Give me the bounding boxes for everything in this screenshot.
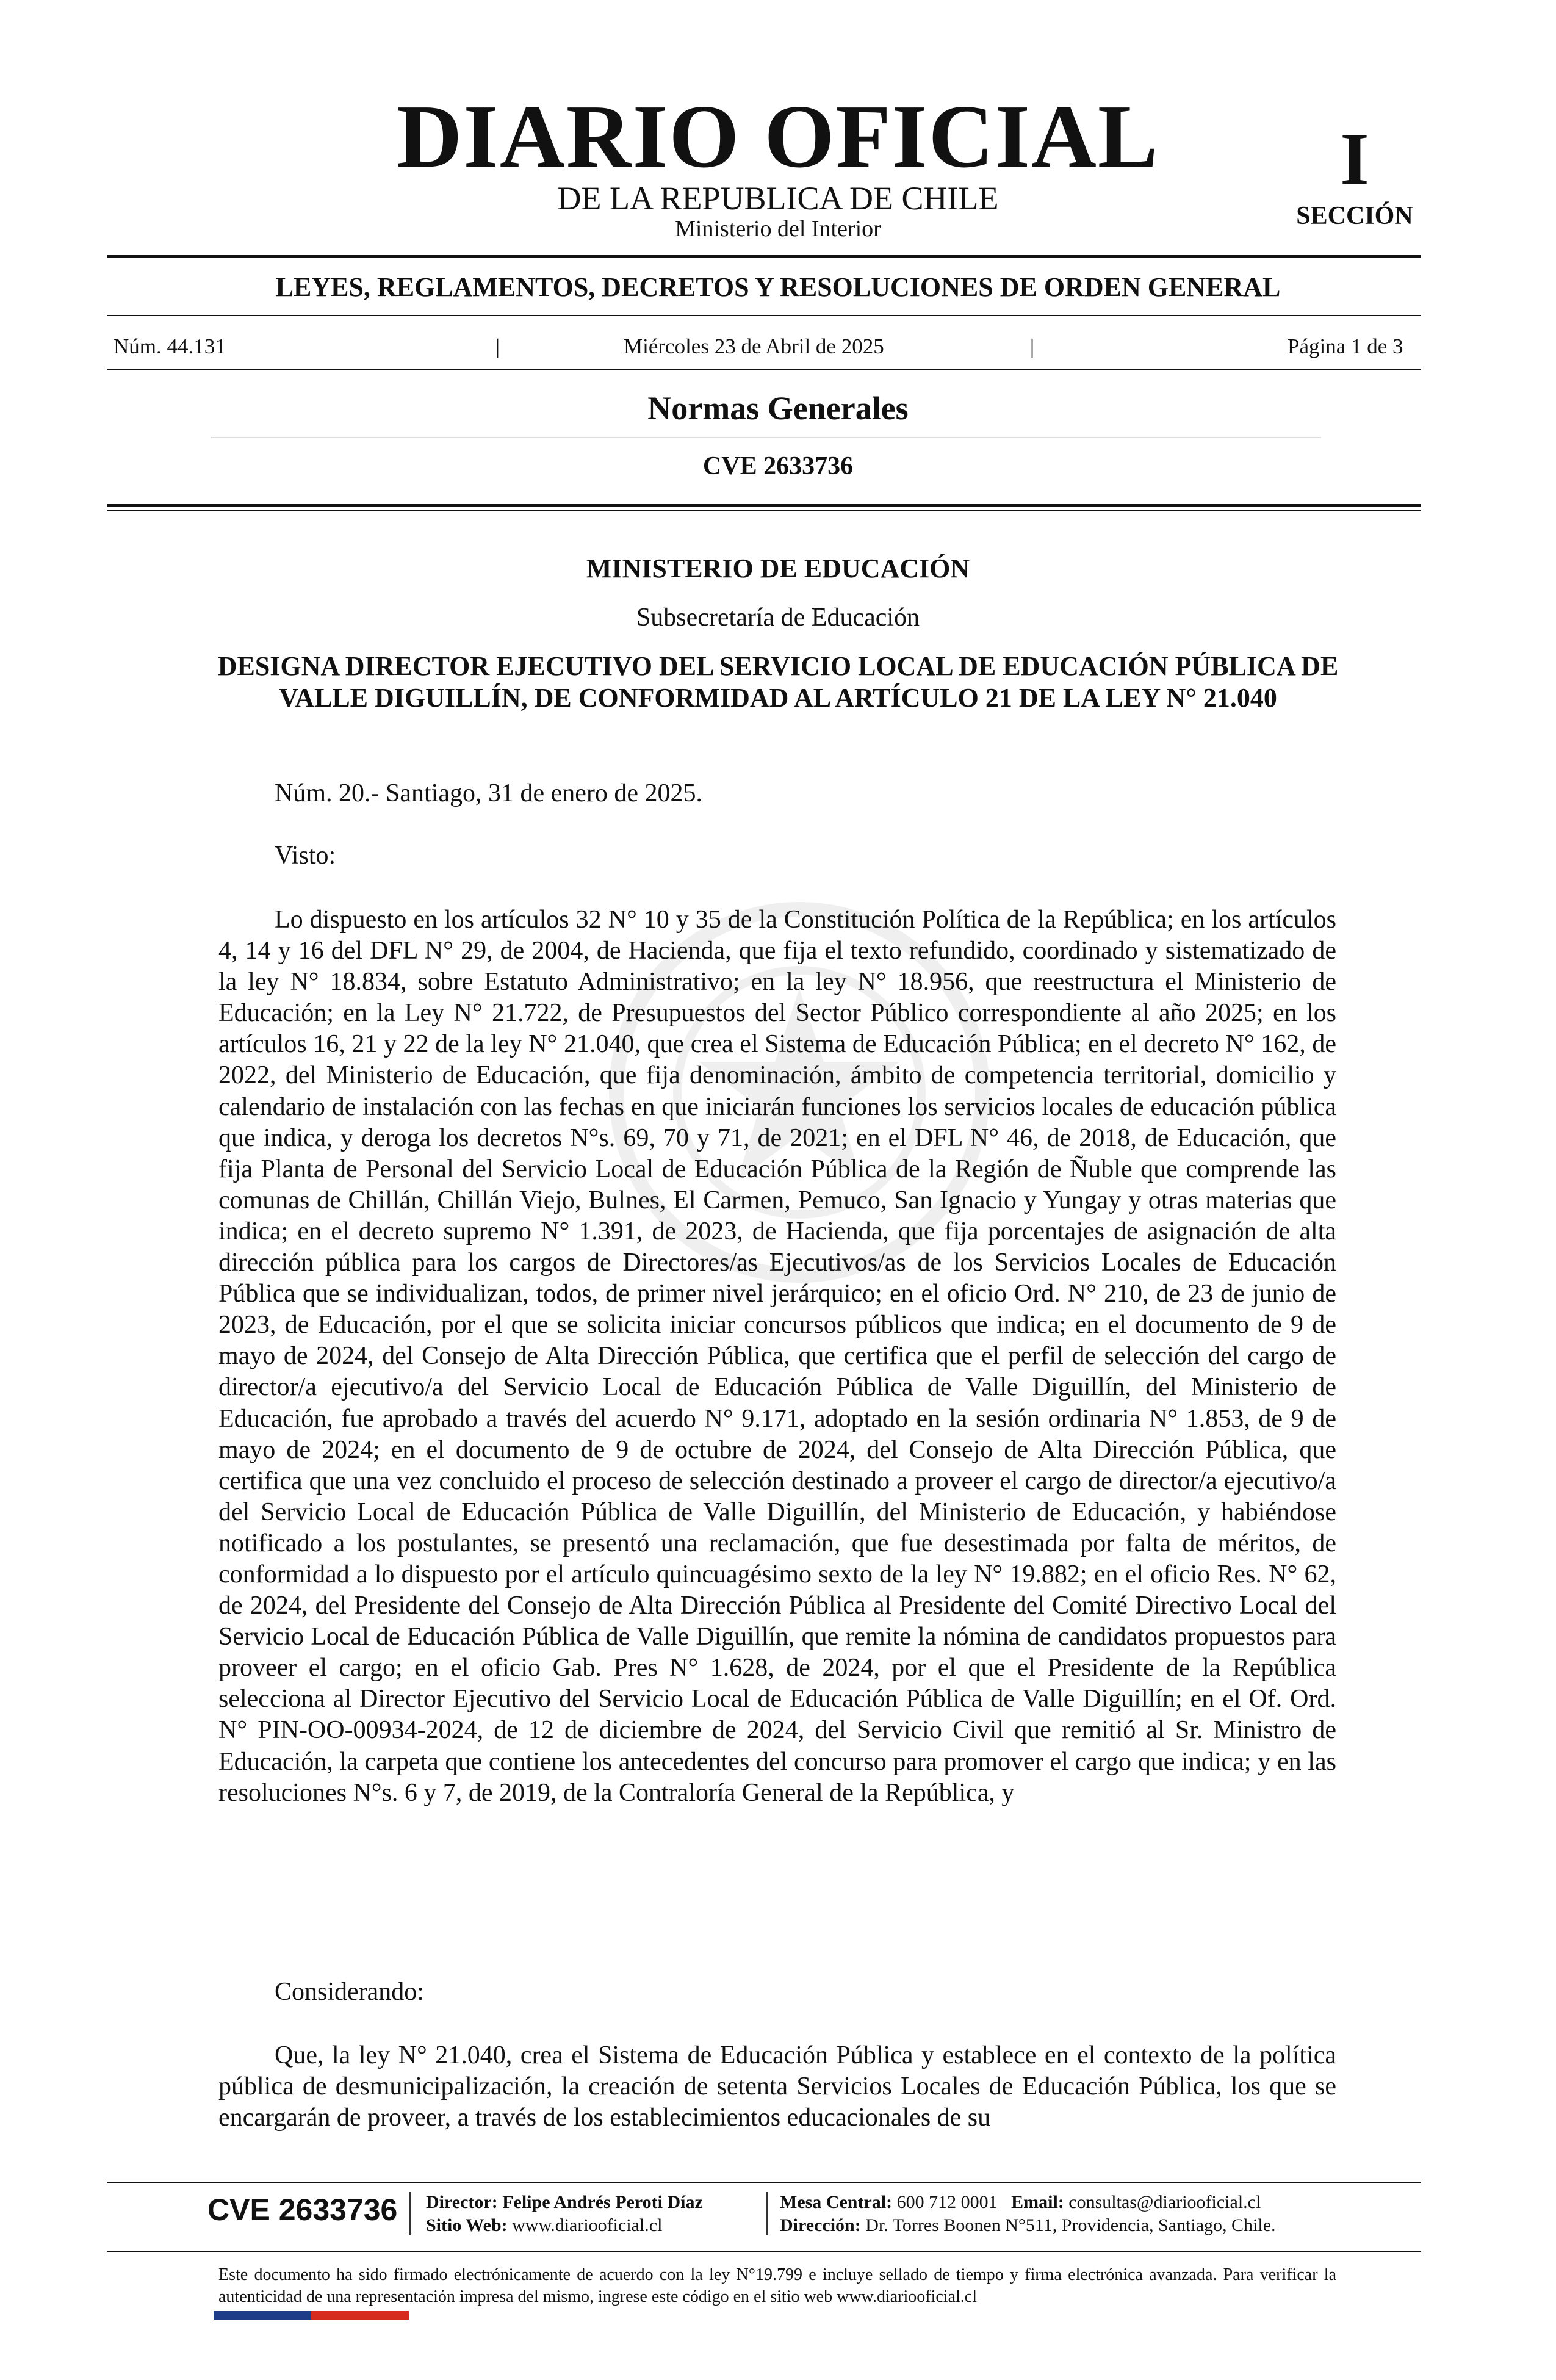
footer-address: Dr. Torres Boonen N°511, Providencia, Santiago, Chile. xyxy=(865,2215,1276,2235)
issue-page: Página 1 de 3 xyxy=(1288,334,1403,358)
footer-divider xyxy=(766,2192,768,2235)
document-ministry: MINISTERIO DE EDUCACIÓN xyxy=(586,554,970,583)
footer-email: consultas@diariooficial.cl xyxy=(1068,2192,1261,2212)
masthead-subtitle: DE LA REPUBLICA DE CHILE xyxy=(557,180,999,217)
footer-web-label: Sitio Web: xyxy=(426,2215,508,2235)
footer-director-label: Director: xyxy=(426,2192,498,2212)
cve-code: CVE 2633736 xyxy=(702,452,854,480)
issue-number: Núm. 44.131 xyxy=(113,334,226,358)
masthead-title: DIARIO OFICIAL xyxy=(397,87,1159,187)
visto-paragraph: Lo dispuesto en los artículos 32 N° 10 y 35 de la Constitución Política de la República; en los artículos 4, 14 y 16 del DFL N° 29, de 2004, de Hacienda, que fija el texto refundido, coordinado y sistematizado de la ley N° 18.834, sobre Estatuto Administrativo; en la ley N° 18.956, que reestructura el Ministerio de Educación; en la Ley N° 21.722, de Presupuestos del Sector Público correspondiente al año 2025; en los artículos 16, 21 y 22 de la ley N° 21.040, que crea el Sistema de Educación Pública; en el decreto N° 162, de 2022, del Ministerio de Educación, que fija denominación, ámbito de competencia territorial, domicilio y calendario de instalación con las fechas en que iniciarán funciones los servicios locales de educación pública que indica, y deroga los decretos N°s. 69, 70 y 71, de 2021; en el DFL N° 46, de 2018, de Educación, que fija Planta de Personal del Servicio Local de Educación Pública de la Región de Ñuble que comprende las comunas de Chillán, Chillán Viejo, Bulnes, El Carmen, Pemuco, San Ignacio y Yungay y otras materias que indica; en el decreto supremo N° 1.391, de 2023, de Hacienda, que fija porcentajes de asignación de alta dirección pública para los cargos de Directores/as Ejecutivos/as de los Servicios Locales de Educación Pública que se individualizan, todos, de primer nivel jerárquico; en el oficio Ord. N° 210, de 23 de junio de 2023, de Educación, por el que se solicita iniciar concursos públicos que indica; en el documento de 9 de mayo de 2024, del Consejo de Alta Dirección Pública, que certifica que el perfil de selección del cargo de director/a ejecutivo/a del Servicio Local de Educación Pública de Valle Diguillín, del Ministerio de Educación, fue aprobado a través del acuerdo N° 9.171, adoptado en la sesión ordinaria N° 1.853, de 9 de mayo de 2024; en el documento de 9 de octubre de 2024, del Consejo de Alta Dirección Pública, que certifica que una vez concluido el proceso de selección destinado a proveer el cargo de director/a ejecutivo/a del Servicio Local de Educación Pública de Valle Diguillín, del Ministerio de Educación, y habiéndose notificado a los postulantes, se presentó una reclamación, que fue desestimada por falta de méritos, de conformidad a lo dispuesto por el artículo quincuagésimo sexto de la ley N° 19.882; en el oficio Res. N° 62, de 2024, del Presidente del Consejo de Alta Dirección Pública al Presidente del Comité Directivo Local del Servicio Local de Educación Pública de Valle Diguillín, que remite la nómina de candidatos propuestos para proveer el cargo; en el oficio Gab. Pres N° 1.628, de 2024, por el que el Presidente de la República selecciona al Director Ejecutivo del Servicio Local de Educación Pública de Valle Diguillín; en el Of. Ord. N° PIN-OO-00934-2024, de 12 de diciembre de 2024, del Servicio Civil que remitió al Sr. Ministro de Educación, la carpeta que contiene los antecedentes del concurso para promover el cargo que indica; y en las resoluciones N°s. 6 y 7, de 2019, de la Contraloría General de la República, y xyxy=(218,906,1336,1807)
footer-divider xyxy=(409,2192,411,2235)
footer-phone: 600 712 0001 xyxy=(896,2192,998,2212)
issue-separator: | xyxy=(1030,334,1035,358)
considerando-paragraph: Que, la ley N° 21.040, crea el Sistema de Educación Pública y establece en el contexto de la política pública de desmunicipalización, la creación de setenta Servicios Locales de Educación Pública, los que se encargarán de proveer, a través de los establecimientos educacionales de su xyxy=(218,2041,1336,2132)
document-title: DESIGNA DIRECTOR EJECUTIVO DEL SERVICIO LOCAL DE EDUCACIÓN PÚBLICA DE VALLE DIGUILLÍN, DE CONFORMIDAD AL ARTÍCULO 21 DE LA LEY N° 21.040 xyxy=(217,651,1339,713)
footer-phone-label: Mesa Central: xyxy=(780,2192,893,2212)
info-rule xyxy=(107,369,1421,370)
banner-rule xyxy=(107,315,1421,316)
decree-number: Núm. 20.- Santiago, 31 de enero de 2025. xyxy=(275,779,703,807)
footer-address-label: Dirección: xyxy=(780,2215,861,2235)
masthead-ministry: Ministerio del Interior xyxy=(675,216,881,242)
cve-rule-thin xyxy=(107,510,1421,511)
considerando-label: Considerando: xyxy=(275,1978,424,2006)
footer-rule xyxy=(107,2182,1421,2183)
footer-contact-block xyxy=(780,2191,1276,2237)
document-subsecretariat: Subsecretaría de Educación xyxy=(636,604,920,632)
flag-stripe-red xyxy=(311,2311,409,2320)
section-number: I xyxy=(1340,118,1369,200)
cve-rule-thick xyxy=(107,504,1421,507)
footer-note: Este documento ha sido firmado electrónicamente de acuerdo con la ley N°19.799 e incluye sellado de tiempo y firma electrónica avanzada. Para verificar la autenticidad de una representación impresa del mismo, ingrese este código en el sitio web www.diariooficial.cl xyxy=(218,2265,1336,2306)
footer-inner-rule xyxy=(107,2251,1421,2252)
category-rule xyxy=(211,437,1321,438)
banner-title: LEYES, REGLAMENTOS, DECRETOS Y RESOLUCIONES DE ORDEN GENERAL xyxy=(275,272,1281,302)
footer-cve: CVE 2633736 xyxy=(207,2193,398,2227)
masthead-rule xyxy=(107,255,1421,258)
issue-separator: | xyxy=(495,334,500,358)
footer-director: Felipe Andrés Peroti Díaz xyxy=(502,2192,703,2212)
visto-label: Visto: xyxy=(275,842,336,870)
category-heading: Normas Generales xyxy=(647,390,909,427)
section-label: SECCIÓN xyxy=(1296,202,1413,230)
footer-email-label: Email: xyxy=(1011,2192,1064,2212)
flag-stripe-blue xyxy=(214,2311,311,2320)
footer-director-block xyxy=(426,2191,703,2237)
issue-date: Miércoles 23 de Abril de 2025 xyxy=(624,334,884,358)
footer-web: www.diariooficial.cl xyxy=(512,2215,663,2235)
